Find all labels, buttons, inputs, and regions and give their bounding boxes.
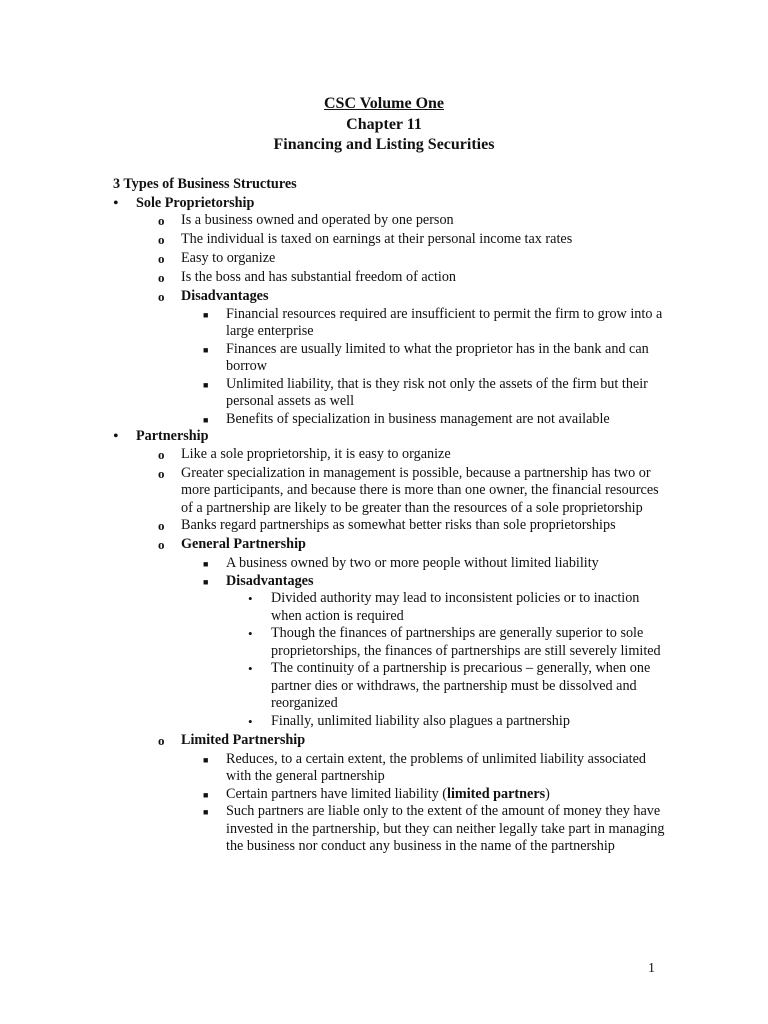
bullet-marker: o <box>158 289 165 304</box>
list-item-text: Is the boss and has substantial freedom of action <box>181 269 457 285</box>
list-item <box>113 411 673 429</box>
list-item <box>113 517 673 535</box>
list-item-text: Reduces, to a certain extent, the problems of unlimited liability associated with the general partnership <box>226 750 646 784</box>
bullet-marker: ■ <box>203 754 209 765</box>
sole-proprietorship-label: Sole Proprietorship <box>136 194 255 211</box>
list-item <box>113 212 673 230</box>
list-item <box>113 250 673 268</box>
bullet-marker: ■ <box>203 344 209 355</box>
list-item-text: Unlimited liability, that is they risk not only the assets of the firm but their personal assets as well <box>226 375 648 409</box>
bullet-marker: o <box>158 465 165 481</box>
bullet-marker: o <box>158 251 165 266</box>
limited-partnership-label: Limited Partnership <box>181 731 306 748</box>
section-heading: 3 Types of Business Structures <box>113 176 297 192</box>
list-item-text <box>226 786 673 804</box>
limited-partnership-points <box>113 751 673 856</box>
bullet-marker: ■ <box>203 379 209 390</box>
general-partnership-label: General Partnership <box>181 536 306 552</box>
list-item-text: Finally, unlimited liability also plagues a partnership <box>271 712 570 729</box>
list-item <box>113 713 673 731</box>
bullet-marker: • <box>248 661 253 676</box>
general-disadvantages-list <box>113 590 673 730</box>
bullet-marker: • <box>113 428 119 445</box>
bullet-marker: o <box>158 518 165 533</box>
list-item <box>113 555 673 573</box>
limited-liability-suffix: ) <box>545 785 550 802</box>
list-item <box>113 306 673 341</box>
list-item <box>113 786 673 804</box>
title-block <box>0 94 768 156</box>
bullet-marker: o <box>158 732 165 748</box>
list-item-text: The continuity of a partnership is precarious – generally, when one partner dies or withdraws, the partnership must be dissolved and reorganized <box>271 660 651 711</box>
limited-partners-term: limited partners <box>447 785 546 802</box>
list-item <box>113 660 673 713</box>
bullet-marker: ■ <box>203 576 209 587</box>
general-partnership-points <box>113 555 673 730</box>
list-item-general-partnership <box>113 536 673 730</box>
sole-proprietorship-points <box>113 212 673 428</box>
list-item <box>113 590 673 625</box>
list-item <box>113 376 673 411</box>
partnership-label: Partnership <box>136 428 209 444</box>
sole-disadvantages-label: Disadvantages <box>181 288 269 304</box>
bullet-marker: o <box>158 270 165 285</box>
sole-disadvantages-list <box>113 306 673 429</box>
chapter-heading: Chapter 11 <box>346 115 422 133</box>
list-item-text: Such partners are liable only to the extent of the amount of money they have invested in the partnership, but they can neither legally take part in managing the business nor conduct any business in the name of the partnership <box>226 803 665 854</box>
list-item-text: Like a sole proprietorship, it is easy to organize <box>181 445 451 462</box>
list-item-text: Though the finances of partnerships are generally superior to sole proprietorships, the finances of partnerships are still severely limited <box>271 625 661 659</box>
bullet-marker: • <box>113 194 119 212</box>
list-item-text: Benefits of specialization in business management are not available <box>226 410 610 427</box>
limited-liability-prefix: Certain partners have limited liability ( <box>226 785 448 802</box>
list-item <box>113 751 673 786</box>
list-item-limited-partnership <box>113 732 673 856</box>
list-item-general-disadvantages <box>113 573 673 731</box>
list-item-text: Is a business owned and operated by one person <box>181 212 454 228</box>
bullet-marker: o <box>158 537 165 552</box>
bullet-marker: • <box>248 591 253 606</box>
list-item-text: Easy to organize <box>181 250 276 266</box>
list-item-sole-proprietorship <box>113 195 673 429</box>
list-item <box>113 231 673 249</box>
bullet-marker: ■ <box>203 559 209 569</box>
document-title: CSC Volume One <box>323 95 445 112</box>
chapter-subtitle: Financing and Listing Securities <box>273 136 495 153</box>
list-item <box>113 446 673 464</box>
bullet-marker: ■ <box>203 789 209 800</box>
list-item <box>113 341 673 376</box>
list-item-text: The individual is taxed on earnings at their personal income tax rates <box>181 231 573 247</box>
bullet-marker: ■ <box>203 414 209 425</box>
page-number: 1 <box>648 961 655 976</box>
list-item <box>113 269 673 287</box>
document-body <box>113 176 673 856</box>
list-item-text: Divided authority may lead to inconsistent policies or to inaction when action is required <box>271 590 640 624</box>
bullet-marker: • <box>248 713 253 729</box>
partnership-points <box>113 446 673 856</box>
list-item-text: Financial resources required are insufficient to permit the firm to grow into a large enterprise <box>226 305 663 339</box>
bullet-marker: o <box>158 232 165 247</box>
list-item-partnership <box>113 428 673 856</box>
bullet-marker: • <box>248 626 253 641</box>
general-disadvantages-label: Disadvantages <box>226 572 314 589</box>
business-structures-list <box>113 195 673 856</box>
bullet-marker: ■ <box>203 309 209 320</box>
list-item-text: Banks regard partnerships as somewhat better risks than sole proprietorships <box>181 517 616 533</box>
list-item <box>113 465 673 518</box>
bullet-marker: o <box>158 446 165 462</box>
list-item-text: Finances are usually limited to what the proprietor has in the bank and can borrow <box>226 340 649 374</box>
list-item <box>113 803 673 856</box>
list-item-sole-disadvantages <box>113 288 673 428</box>
bullet-marker: ■ <box>203 807 209 817</box>
list-item-text: A business owned by two or more people without limited liability <box>226 555 599 571</box>
bullet-marker: o <box>158 213 165 228</box>
list-item-text: Greater specialization in management is possible, because a partnership has two or more participants, and because there is more than one owner, the financial resources of a partnership are likely to be greater than the resources of a sole proprietorship <box>181 464 659 516</box>
list-item <box>113 625 673 660</box>
